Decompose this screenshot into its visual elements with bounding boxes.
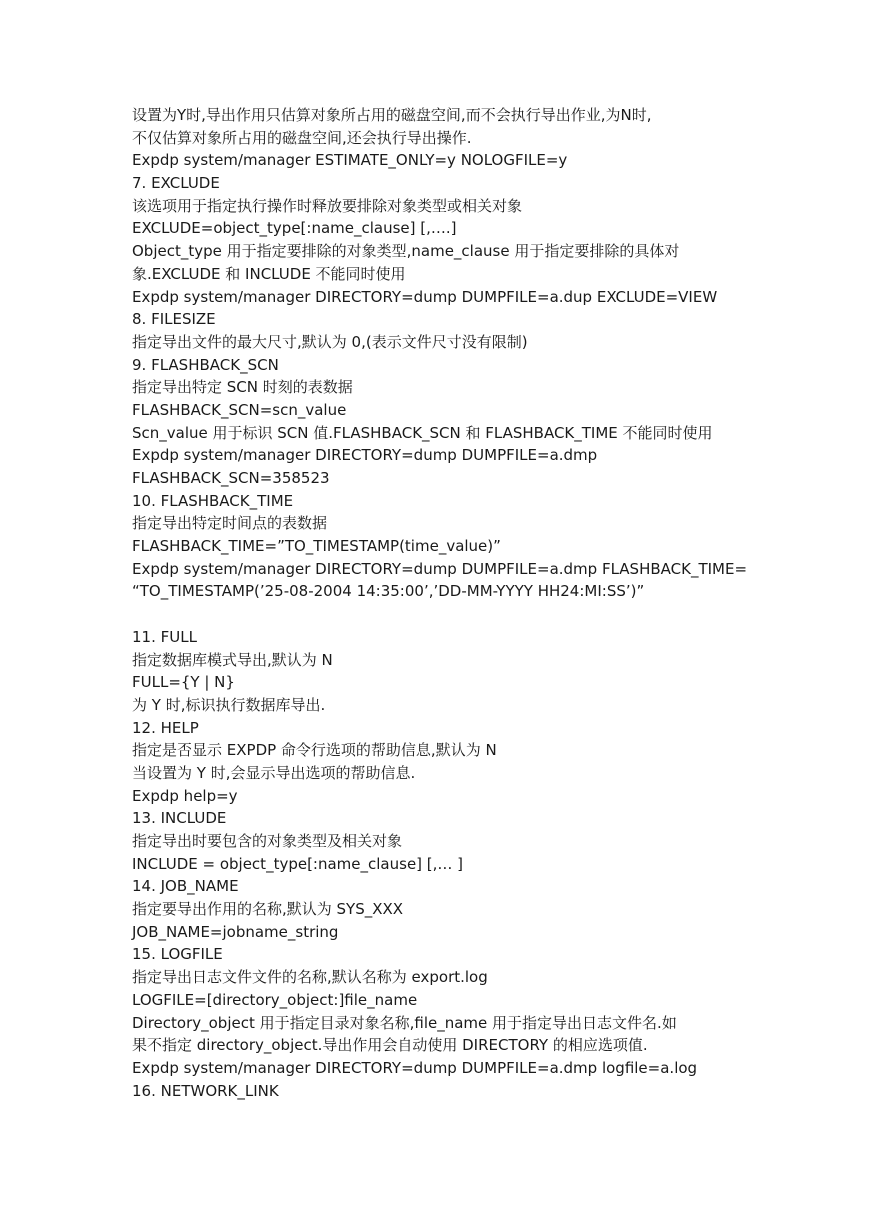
text-line: Expdp system/manager DIRECTORY=dump DUMPFILE=a.dup EXCLUDE=VIEW [132,287,718,306]
text-line: Expdp system/manager ESTIMATE_ONLY=y NOLOGFILE=y [132,151,568,170]
document-body [132,104,762,1102]
text-line: EXCLUDE=object_type[:name_clause] [,….] [132,219,457,238]
text-line: Object_type 用于指定要排除的对象类型,name_clause 用于指定要排除的具体对 [132,242,680,261]
text-line: 不仅估算对象所占用的磁盘空间,还会执行导出操作. [132,128,472,147]
section-heading-include: 13. INCLUDE [132,809,227,828]
section-heading-exclude: 7. EXCLUDE [132,174,220,193]
text-line: Expdp help=y [132,786,238,805]
text-line: 指定要导出作用的名称,默认为 SYS_XXX [132,900,404,919]
text-line: FULL={Y | N} [132,673,235,692]
text-line: 指定导出日志文件文件的名称,默认名称为 export.log [132,968,488,987]
text-line: 指定导出时要包含的对象类型及相关对象 [132,832,403,850]
text-line: 象.EXCLUDE 和 INCLUDE 不能同时使用 [132,264,406,283]
text-line: Expdp system/manager DIRECTORY=dump DUMPFILE=a.dmp logfile=a.log [132,1058,698,1077]
text-line: LOGFILE=[directory_object:]file_name [132,990,418,1009]
text-line: “TO_TIMESTAMP(’25-08-2004 14:35:00’,’DD-MM-YYYY HH24:MI:SS’)” [132,582,645,601]
text-line: FLASHBACK_SCN=scn_value [132,400,347,419]
text-line: 当设置为 Y 时,会显示导出选项的帮助信息. [132,763,416,782]
text-line: 为 Y 时,标识执行数据库导出. [132,695,326,714]
text-line: Scn_value 用于标识 SCN 值.FLASHBACK_SCN 和 FLASHBACK_TIME 不能同时使用 [132,423,713,442]
text-line: 指定导出特定 SCN 时刻的表数据 [132,378,353,397]
text-line: FLASHBACK_SCN=358523 [132,469,330,487]
text-line: 指定导出特定时间点的表数据 [132,514,328,533]
section-heading-network-link: 16. NETWORK_LINK [132,1081,279,1100]
text-line: Directory_object 用于指定目录对象名称,file_name 用于指定导出日志文件名.如 [132,1013,677,1032]
section-heading-flashback-scn: 9. FLASHBACK_SCN [132,355,279,374]
section-heading-full: 11. FULL [132,627,197,646]
section-heading-job-name: 14. JOB_NAME [132,877,239,896]
text-line: INCLUDE = object_type[:name_clause] [,… ] [132,854,464,873]
text-line: 指定导出文件的最大尺寸,默认为 0,(表示文件尺寸没有限制) [132,332,528,351]
text-line: Expdp system/manager DIRECTORY=dump DUMPFILE=a.dmp FLASHBACK_TIME= [132,559,748,578]
section-heading-help: 12. HELP [132,718,199,737]
section-heading-logfile: 15. LOGFILE [132,945,223,964]
text-line: 指定是否显示 EXPDP 命令行选项的帮助信息,默认为 N [132,741,497,760]
text-line: 指定数据库模式导出,默认为 N [132,650,333,669]
section-heading-flashback-time: 10. FLASHBACK_TIME [132,491,294,510]
blank-line [132,603,762,626]
text-line: 设置为Y时,导出作用只估算对象所占用的磁盘空间,而不会执行导出作业,为N时, [132,106,652,124]
text-line: JOB_NAME=jobname_string [132,922,339,941]
text-line: 果不指定 directory_object.导出作用会自动使用 DIRECTORY 的相应选项值. [132,1036,648,1055]
text-line: Expdp system/manager DIRECTORY=dump DUMPFILE=a.dmp [132,446,598,465]
section-heading-filesize: 8. FILESIZE [132,310,216,329]
text-line: 该选项用于指定执行操作时释放要排除对象类型或相关对象 [132,196,523,215]
text-line: FLASHBACK_TIME=”TO_TIMESTAMP(time_value)” [132,537,501,556]
